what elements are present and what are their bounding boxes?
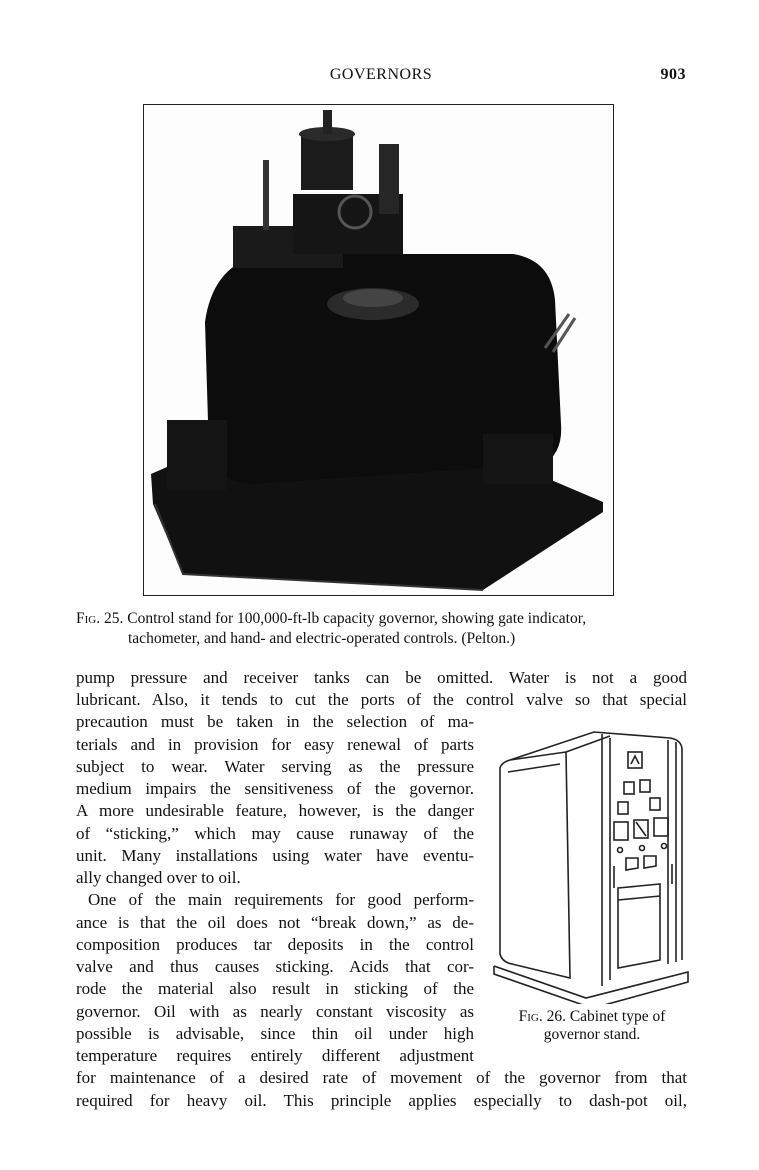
page-number: 903	[660, 66, 686, 83]
body-line: precaution must be taken in the selection of ma-	[76, 712, 474, 731]
body-line: A more undesirable feature, however, is the danger	[76, 801, 474, 820]
body-line: One of the main requirements for good perform-	[88, 890, 474, 909]
header-title: GOVERNORS	[329, 66, 433, 83]
body-line: rode the material also result in sticking of the	[76, 979, 474, 998]
body-line: temperature requires entirely different adjustment	[76, 1046, 474, 1065]
body-line: governor. Oil with as nearly constant viscosity as	[76, 1002, 474, 1021]
body-line: required for heavy oil. This principle applies especially to dash-pot oil,	[76, 1091, 687, 1110]
body-line: of “sticking,” which may cause runaway of the	[76, 824, 474, 843]
figure-26-label: Fig. 26.	[518, 1008, 566, 1025]
body-line: possible is advisable, since thin oil under high	[76, 1024, 474, 1043]
body-line: for maintenance of a desired rate of movement of the governor from that	[76, 1068, 687, 1087]
body-line: lubricant. Also, it tends to cut the ports of the control valve so that special	[76, 690, 687, 709]
figure-26-caption-line2: governor stand.	[543, 1026, 641, 1043]
body-line: terials and in provision for easy renewal of parts	[76, 735, 474, 754]
figure-25-caption	[76, 609, 688, 649]
body-line: valve and thus causes sticking. Acids that cor-	[76, 957, 474, 976]
body-line: subject to wear. Water serving as the pressure	[76, 757, 474, 776]
body-line: unit. Many installations using water have eventu-	[76, 846, 474, 865]
figure-25-photo	[143, 104, 614, 596]
figure-25-label: Fig. 25.	[76, 610, 124, 627]
figure-26-caption-line1: Cabinet type of	[569, 1008, 666, 1025]
body-line: pump pressure and receiver tanks can be omitted. Water is not a good	[76, 668, 687, 687]
body-line: medium impairs the sensitiveness of the governor.	[76, 779, 474, 798]
body-line: ally changed over to oil.	[76, 868, 241, 887]
body-line: ance is that the oil does not “break down,” as de-	[76, 913, 474, 932]
figure-25-caption-line1: Control stand for 100,000-ft-lb capacity governor, showing gate indicator,	[127, 610, 587, 627]
figure-25-caption-line2: tachometer, and hand- and electric-operated controls. (Pelton.)	[128, 630, 516, 647]
figure-26-cabinet-drawing	[490, 728, 690, 1004]
body-line: composition produces tar deposits in the control	[76, 935, 474, 954]
figure-26-caption	[496, 1008, 688, 1044]
running-header	[76, 66, 686, 88]
